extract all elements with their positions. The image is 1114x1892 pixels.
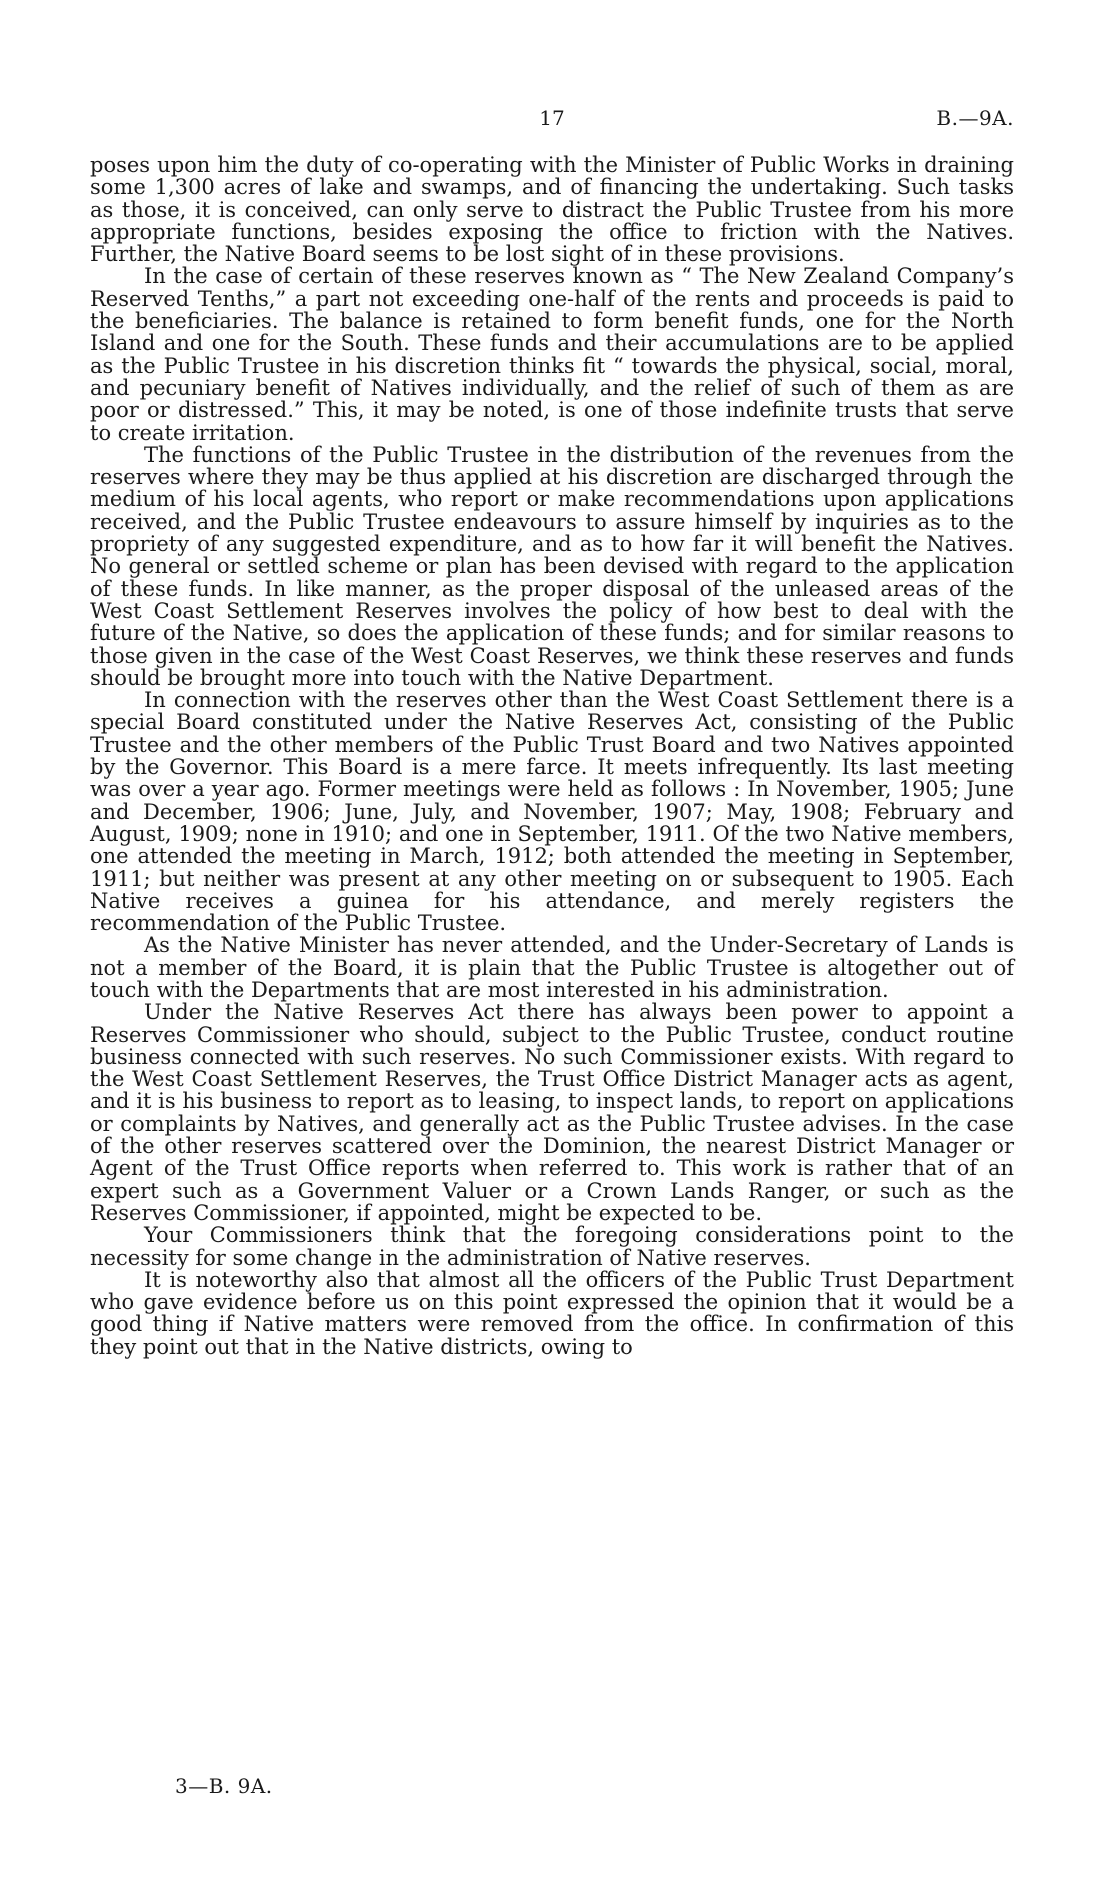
paragraph: Your Commissioners think that the foregoing considerations point to the necessity for some change in the administration of Native reserves.	[90, 1223, 1014, 1270]
paragraph: In connection with the reserves other than the West Coast Settlement there is a special Board constituted under the Native Reserves Act, consisting of the Public Trustee and the other members of the Public Trust Board and two Natives appointed by the Governor. This Board is a mere farce. It meets infrequently. Its last meeting was over a year ago. Former meetings were held as follows : In November, 1905; June and December, 1906; June, July, and November, 1907; May, 1908; February and August, 1909; none in 1910; and one in September, 1911. Of the two Native members, one attended the meeting in March, 1912; both attended the meeting in September, 1911; but neither was present at any other meeting on or subsequent to 1905. Each Native receives a guinea for his attendance, and merely registers the recommendation of the Public Trustee.	[90, 688, 1014, 936]
paragraph: Under the Native Reserves Act there has always been power to appoint a Reserves Commissioner who should, subject to the Public Trustee, conduct routine business connected with such reserves. No such Commissioner exists. With regard to the West Coast Settlement Reserves, the Trust Office District Manager acts as agent, and it is his business to report as to leasing, to inspect lands, to report on applications or complaints by Natives, and generally act as the Public Trustee advises. In the case of the other reserves scattered over the Dominion, the nearest District Manager or Agent of the Trust Office reports when referred to. This work is rather that of an expert such as a Government Valuer or a Crown Lands Ranger, or such as the Reserves Commissioner, if appointed, might be expected to be.	[90, 1000, 1014, 1225]
paragraph: As the Native Minister has never attended, and the Under-Secretary of Lands is not a member of the Board, it is plain that the Public Trustee is altogether out of touch with the Departments that are most interested in his administration.	[90, 933, 1014, 1002]
page-number: 17	[539, 106, 565, 130]
body-text	[90, 154, 1014, 1358]
paragraph: In the case of certain of these reserves known as “ The New Zealand Company’s Reserved Tenths,” a part not exceeding one-half of the rents and proceeds is paid to the beneficiaries. The balance is retained to form benefit funds, one for the North Island and one for the South. These funds and their accumulations are to be applied as the Public Trustee in his discretion thinks fit “ towards the physical, social, moral, and pecuniary benefit of Natives individually, and the relief of such of them as are poor or distressed.” This, it may be noted, is one of those indefinite trusts that serve to create irritation.	[90, 264, 1014, 445]
paragraph: The functions of the Public Trustee in the distribution of the revenues from the reserves where they may be thus applied at his discretion are discharged through the medium of his local agents, who report or make recommendations upon applications received, and the Public Trustee endeavours to assure himself by inquiries as to the propriety of any suggested expenditure, and as to how far it will benefit the Natives. No general or settled scheme or plan has been devised with regard to the application of these funds. In like manner, as the proper disposal of the unleased areas of the West Coast Settlement Reserves involves the policy of how best to deal with the future of the Native, so does the application of these funds; and for similar reasons to those given in the case of the West Coast Reserves, we think these reserves and funds should be brought more into touch with the Native Department.	[90, 442, 1014, 690]
running-head	[90, 106, 1014, 136]
paragraph: poses upon him the duty of co-operating with the Minister of Public Works in draining some 1,300 acres of lake and swamps, and of financing the undertaking. Such tasks as those, it is conceived, can only serve to distract the Public Trustee from his more appropriate functions, besides exposing the office to friction with the Natives. Further, the Native Board seems to be lost sight of in these provisions.	[90, 153, 1014, 267]
document-reference: B.—9A.	[936, 106, 1014, 130]
paragraph: It is noteworthy also that almost all the officers of the Public Trust Department who gave evidence before us on this point expressed the opinion that it would be a good thing if Native matters were removed from the office. In confirmation of this they point out that in the Native districts, owing to	[90, 1267, 1014, 1359]
signature-mark: 3—B. 9A.	[175, 1774, 273, 1798]
